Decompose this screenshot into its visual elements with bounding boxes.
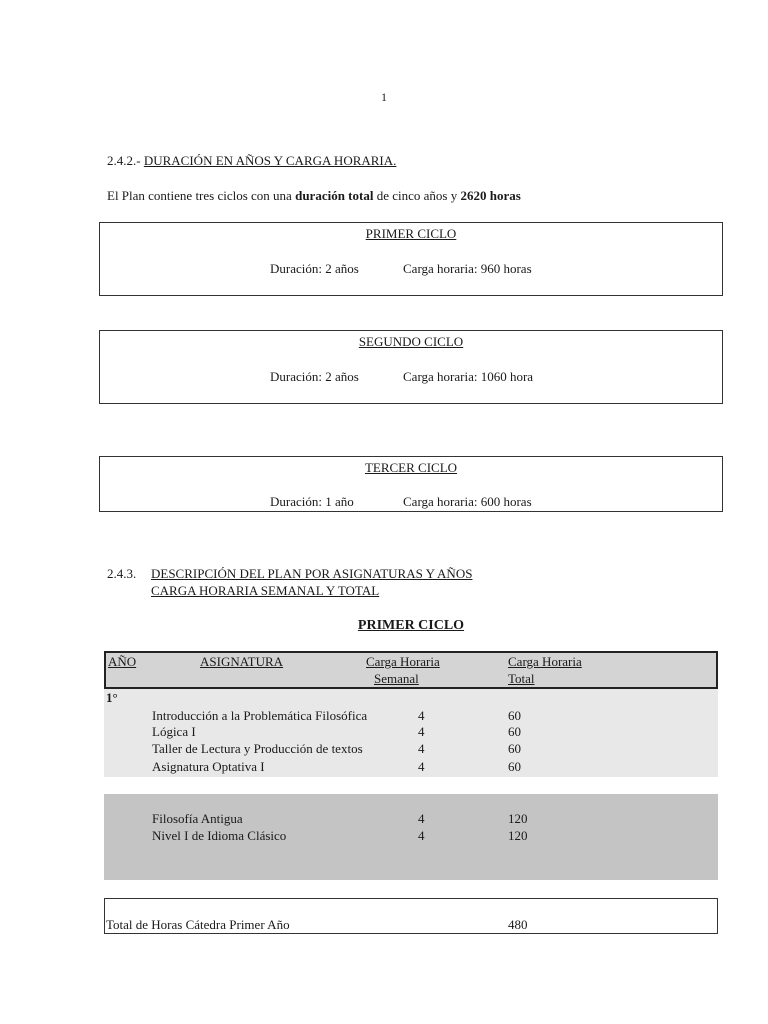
table-row-total: 120 (508, 828, 528, 843)
header-weekly-1: Carga Horaria (366, 654, 440, 669)
table-row-total: 60 (508, 759, 521, 774)
section-number: 2.4.2.- (107, 153, 141, 168)
section-heading-duration (107, 153, 396, 169)
intro-paragraph (107, 188, 521, 204)
total-label: Total de Horas Cátedra Primer Año (106, 917, 290, 932)
section2-number: 2.4.3. (107, 566, 137, 581)
total-value: 480 (508, 917, 528, 932)
table-row-subject: Nivel I de Idioma Clásico (152, 828, 287, 843)
cycle-box-tercer (99, 456, 723, 512)
cycle-title: SEGUNDO CICLO (358, 334, 464, 349)
cycle-duration: Duración: 1 año (270, 494, 354, 509)
section2-title-line2: CARGA HORARIA SEMANAL Y TOTAL (151, 583, 380, 598)
table-row-weekly: 4 (418, 811, 425, 826)
table-row-weekly: 4 (418, 741, 425, 756)
header-weekly-2: Semanal (374, 671, 419, 686)
table-row-subject: Lógica I (152, 724, 196, 739)
cycle-hours: Carga horaria: 600 horas (403, 494, 532, 509)
cycle-duration: Duración: 2 años (270, 369, 359, 384)
table-row-weekly: 4 (418, 708, 425, 723)
total-row (104, 898, 718, 934)
section2-title-line1: DESCRIPCIÓN DEL PLAN POR ASIGNATURAS Y AÑOS (151, 566, 473, 581)
table-row-total: 60 (508, 708, 521, 723)
header-total-2: Total (508, 671, 535, 686)
cycle-title: TERCER CICLO (364, 460, 458, 475)
table-row-total: 60 (508, 724, 521, 739)
cycle-box-segundo (99, 330, 723, 404)
header-total-1: Carga Horaria (508, 654, 582, 669)
table-row-subject: Introducción a la Problemática Filosófica (152, 708, 368, 723)
table-header (104, 651, 718, 689)
cycle-hours: Carga horaria: 1060 hora (403, 369, 534, 384)
year-label: 1° (106, 690, 118, 705)
table-row-subject: Asignatura Optativa I (152, 759, 265, 774)
section-title: DURACIÓN EN AÑOS Y CARGA HORARIA. (143, 153, 397, 168)
page-number: 1 (381, 90, 387, 104)
cycle-hours: Carga horaria: 960 horas (403, 261, 532, 276)
intro-text-1: El Plan contiene tres ciclos con una (107, 188, 296, 203)
table-row-weekly: 4 (418, 759, 425, 774)
intro-bold-duration: duración total (295, 188, 374, 203)
table-row-weekly: 4 (418, 724, 425, 739)
intro-text-2: de cinco años y (373, 188, 461, 203)
header-subject: ASIGNATURA (200, 654, 284, 669)
table-title: PRIMER CICLO (357, 618, 465, 633)
cycle-title: PRIMER CICLO (365, 226, 457, 241)
header-year: AÑO (108, 654, 137, 669)
cycle-box-primer (99, 222, 723, 296)
table-row-total: 120 (508, 811, 528, 826)
table-row-subject: Taller de Lectura y Producción de textos (152, 741, 363, 756)
table-row-weekly: 4 (418, 828, 425, 843)
cycle-duration: Duración: 2 años (270, 261, 359, 276)
table-row-subject: Filosofía Antigua (152, 811, 243, 826)
intro-bold-hours: 2620 horas (460, 188, 521, 203)
table-row-total: 60 (508, 741, 521, 756)
